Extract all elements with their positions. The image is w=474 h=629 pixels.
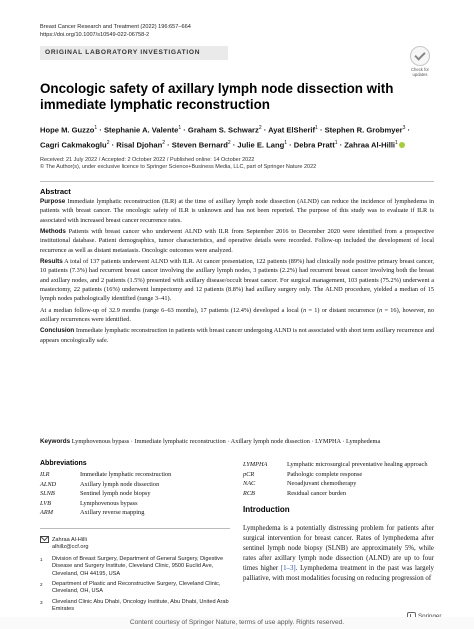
conclusion-text: Immediate lymphatic reconstruction in patients with breast cancer undergoing ALND is not associated with short term axillary recurrence and appears oncologically safe. xyxy=(40,327,434,344)
author-affiliation-number: 2 xyxy=(227,139,231,146)
abbreviation-definition: Neoadjuvant chemotherapy xyxy=(287,480,357,487)
abbreviation-row xyxy=(243,460,438,470)
n-symbol: n xyxy=(379,306,383,314)
affiliation xyxy=(40,556,230,578)
abbreviations-heading: Abbreviations xyxy=(40,460,87,467)
author-affiliation-number: 1 xyxy=(334,139,338,146)
author-affiliation-number: 2 xyxy=(258,125,262,131)
abbreviation-term: SLNB xyxy=(40,490,55,497)
publication-dates xyxy=(40,157,440,172)
abstract-results xyxy=(40,257,434,304)
abbreviation-definition: Sentinel lymph node biopsy xyxy=(80,490,151,497)
n-symbol: n xyxy=(303,306,307,314)
author-affiliation-number: 3 xyxy=(402,125,406,131)
abbreviation-definition: Axillary reverse mapping xyxy=(80,509,145,516)
affiliation-number: 3 xyxy=(40,600,43,605)
introduction-paragraph: . Lymphedema treatment in the past was largely palliative, with most modalities focusing on reducing progression of xyxy=(243,565,434,582)
introduction-text xyxy=(243,524,434,584)
abbreviation-row xyxy=(40,508,230,518)
abbreviation-row xyxy=(40,480,230,490)
results-followup-text: = 1) or distant recurrence ( xyxy=(306,306,380,314)
affiliation-number: 2 xyxy=(40,582,43,587)
copyright-line: © The Author(s), under exclusive licence to Springer Science+Business Media, LLC, part of Springer Nature 2022 xyxy=(40,164,317,171)
author-affiliation-number: 2 xyxy=(106,139,110,146)
author-name[interactable]: Risal Djohan xyxy=(116,140,163,150)
results-followup-text: At a median follow-up of 32.9 months (range 6–63 months), 17 patients (12.4%) developed a local ( xyxy=(40,306,304,314)
footnote-divider xyxy=(40,528,230,529)
affiliation xyxy=(40,581,230,596)
methods-text: Patients with breast cancer who underwent ALND with ILR from September 2016 to December 2020 were identified from a prospective institutional database. Patient demographics, tumor characteristics, and operative details were recorded. Follow-up included the development of local recurrence as well as distant metastasis. Oncologic outcomes were analyzed. xyxy=(40,228,434,254)
correspondence xyxy=(40,536,230,552)
author-name[interactable]: Stephen R. Grobmyer xyxy=(324,125,403,135)
abbreviation-row xyxy=(40,499,230,509)
abbreviation-definition: Lymphatic microsurgical preventative healing approach xyxy=(287,461,428,468)
journal-citation: Breast Cancer Research and Treatment (2022) 196:657–664 xyxy=(40,24,191,30)
author-name[interactable]: Julie E. Lang xyxy=(237,140,285,150)
methods-label: Methods xyxy=(40,228,66,236)
abstract-results-followup xyxy=(40,306,434,325)
abbreviation-term: ILR xyxy=(40,471,50,478)
abstract-purpose xyxy=(40,197,434,225)
abbreviation-definition: Pathologic complete response xyxy=(287,470,363,478)
introduction-heading: Introduction xyxy=(243,505,290,514)
author-affiliation-number: 1 xyxy=(284,139,288,146)
abbreviation-term: RCB xyxy=(243,489,255,497)
abbreviation-definition: Axillary lymph node dissection xyxy=(80,480,160,488)
check-for-updates-label: Check for updates xyxy=(411,67,429,77)
abbreviation-definition: Lymphovenous bypass xyxy=(80,499,138,507)
orcid-icon[interactable] xyxy=(399,142,405,148)
introduction-paragraph: Lymphedema is a potentially distressing problem for patients after surgical intervention for breast cancer. Rates of lymphedema after sentinel lymph node biopsy (SLNB) are approximately 5%, while rates after axillary lymph node dissection (ALND) are up to four times higher xyxy=(243,525,434,572)
abbreviation-term: pCR xyxy=(243,470,255,478)
article-type-banner xyxy=(40,46,228,60)
article-title: Oncologic safety of axillary lymph node dissection with immediate lymphatic reconstruction xyxy=(40,81,394,112)
journal-header xyxy=(40,23,191,39)
abbreviations-list-right xyxy=(243,460,438,498)
keywords-label: Keywords xyxy=(40,438,71,445)
abbreviation-row xyxy=(40,470,230,480)
author-name[interactable]: Stephanie A. Valente xyxy=(103,125,179,135)
purpose-label: Purpose xyxy=(40,198,66,205)
affiliation-text: Division of Breast Surgery, Department of General Surgery, Digestive Disease and Surgery Institute, Cleveland Clinic, 9500 Euclid Ave, Cleveland, OH 44195, USA xyxy=(52,556,224,577)
envelope-icon xyxy=(40,536,49,543)
abstract-body xyxy=(40,197,434,347)
author-affiliation-number: 1 xyxy=(315,125,318,131)
correspondence-email[interactable]: alhillz@ccf.org xyxy=(52,544,89,551)
abstract-conclusion xyxy=(40,326,434,345)
results-text: A total of 137 patients underwent ALND with ILR. At cancer presentation, 122 patients (89%) had clinically node positive primary breast cancer, 10 patients (7.3%) had recurrent breast cancer involving the axillary lymph nodes, 3 patients (2.2%) had recurrent breast cancer involving both the breast and axillary nodes, and 2 patients (1.5%) presented with axillary disease/occult breast cancer. For surgical management, 103 patients (75.2%) underwent a mastectomy, 22 patients (16%) underwent lumpectomy and 12 patients (8.8%) had axillary surgery only. The ALND procedure, yielded a median of 15 lymph nodes pathologically identified (range 3–41). xyxy=(40,258,434,303)
abbreviation-term: LYMPHA xyxy=(243,461,268,468)
history-dates: Received: 21 July 2022 / Accepted: 2 October 2022 / Published online: 14 October 2022 xyxy=(40,157,255,163)
author-affiliation-number: 1 xyxy=(94,125,98,131)
conclusion-label: Conclusion xyxy=(40,327,75,335)
author-name[interactable]: Steven Bernard xyxy=(171,140,228,150)
affiliation-text: Department of Plastic and Reconstructive Surgery, Cleveland Clinic, Cleveland, OH, USA xyxy=(52,581,221,595)
check-for-updates-button[interactable] xyxy=(406,46,434,77)
author-name[interactable]: Hope M. Guzzo xyxy=(40,125,95,135)
results-label: Results xyxy=(40,258,63,266)
abstract-heading: Abstract xyxy=(40,187,71,196)
author-list: Hope M. Guzzo$^1$ · Stephanie A. Valente$^1$ · Graham S. Schwarz$^2$ · Ayat ElSherif$^1$ · Stephen R. Grobmyer$^3$ · Cagri Cakmakoglu$^2$ · Risal Djohan$^2$ · Steven Bernard$^2$ · Julie E. Lang$^1$ · Debra Pratt$^1$ · Zahraa Al-Hilli$^1$ xyxy=(40,125,411,150)
doi-link[interactable]: https://doi.org/10.1007/s10549-022-06758-2 xyxy=(40,32,150,38)
content-courtesy-footer: Content courtesy of Springer Nature, terms of use apply. Rights reserved. xyxy=(0,617,474,629)
keywords-text: Lymphovenous bypass · Immediate lymphatic reconstruction · Axillary lymph node dissection · LYMPHA · Lymphedema xyxy=(71,438,381,445)
abbreviation-definition: Residual cancer burden xyxy=(287,489,347,497)
abbreviation-row xyxy=(243,479,438,489)
abbreviation-term: ALND xyxy=(40,480,57,488)
abbreviation-term: ARM xyxy=(40,509,53,516)
author-name[interactable]: Ayat ElSherif xyxy=(268,125,316,135)
author-name[interactable]: Cagri Cakmakoglu xyxy=(40,140,107,150)
article-type-label: ORIGINAL LABORATORY INVESTIGATION xyxy=(45,49,201,56)
citation-link[interactable]: [1–3] xyxy=(280,565,296,572)
header-divider xyxy=(40,181,434,182)
purpose-text: Immediate lymphatic reconstruction (ILR) at the time of axillary lymph node dissection (ALND) can reduce the incidence of lymphedema in patients with breast cancer. The oncologic safety of ILR is unknown and has not been reported. The purpose of this study was to evaluate if ILR is associated with increased breast cancer recurrence rates. xyxy=(40,198,435,224)
author-name[interactable]: Zahraa Al-Hilli xyxy=(344,140,396,150)
abbreviation-row xyxy=(243,489,438,499)
affiliation-number: 1 xyxy=(40,557,43,562)
affiliation-text: Cleveland Clinic Abu Dhabi, Oncology Institute, Abu Dhabi, United Arab Emirates xyxy=(52,599,229,613)
affiliation xyxy=(40,599,230,614)
abbreviations-list-left xyxy=(40,470,230,518)
abbreviation-row xyxy=(40,489,230,499)
abbreviation-term: NAC xyxy=(243,480,256,487)
results-followup-text: = 16), however, no axillary recurrences were identified. xyxy=(40,306,434,324)
author-affiliation-number: 2 xyxy=(162,139,165,146)
abbreviation-definition: Immediate lymphatic reconstruction xyxy=(80,471,172,478)
abbreviation-row xyxy=(243,470,438,480)
author-affiliation-number: 1 xyxy=(178,125,182,131)
author-name[interactable]: Graham S. Schwarz xyxy=(187,125,259,135)
check-for-updates-icon xyxy=(410,46,430,66)
author-name[interactable]: Debra Pratt xyxy=(293,140,335,150)
correspondence-name: Zahraa Al-Hilli xyxy=(52,536,87,543)
author-affiliation-number: 1 xyxy=(395,139,398,146)
abbreviation-term: LVB xyxy=(40,499,51,507)
keywords xyxy=(40,437,434,446)
correspondence-name-row xyxy=(40,536,230,544)
abstract-methods xyxy=(40,227,434,255)
